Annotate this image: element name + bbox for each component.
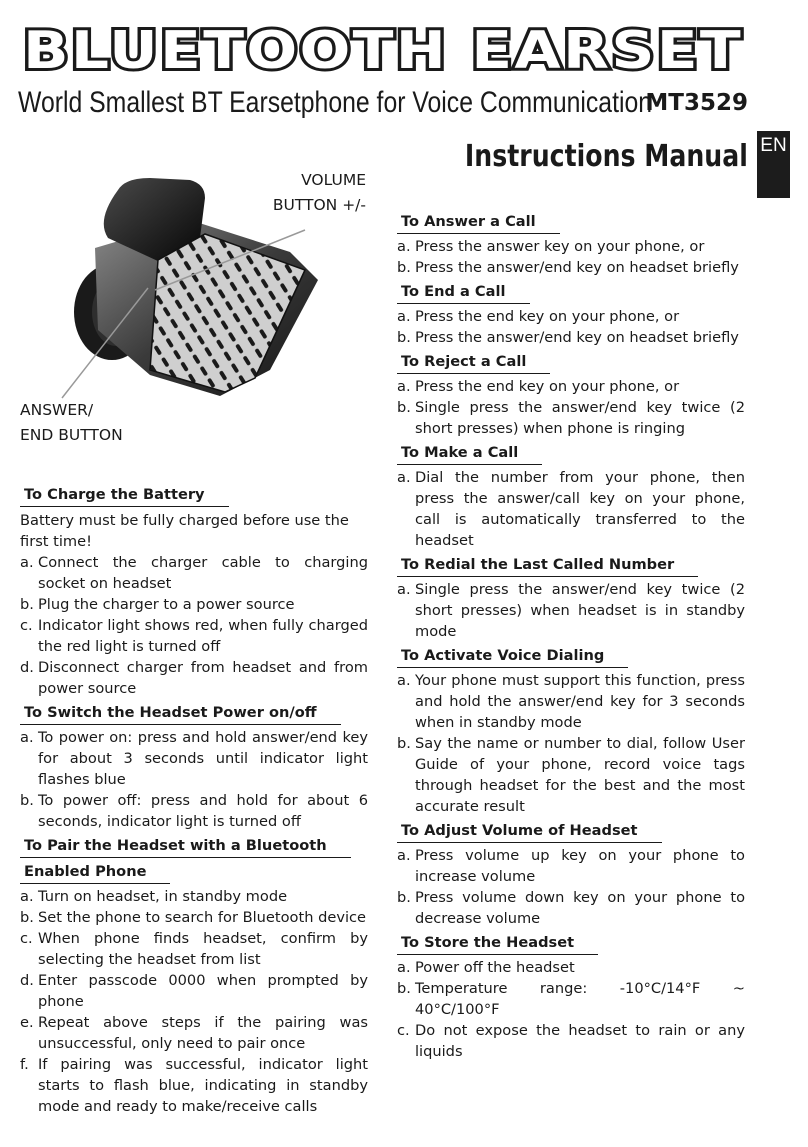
list-item-text: If pairing was successful, indicator light starts to flash blue, indicating in standby mode and ready to make/receive calls — [38, 1056, 368, 1115]
list-item — [397, 257, 745, 278]
section-heading: To Redial the Last Called Number — [397, 554, 698, 577]
list-marker: b. — [397, 399, 411, 416]
list-marker: a. — [20, 888, 34, 905]
section-heading-wrap — [397, 442, 745, 465]
model-number: MT3529 — [645, 90, 748, 116]
list-item — [397, 670, 745, 733]
section-heading-wrap — [397, 820, 745, 843]
list-marker: a. — [397, 469, 411, 486]
list-item-text: To power off: press and hold for about 6 seconds, indicator light is turned off — [38, 792, 368, 830]
section-heading: To End a Call — [397, 281, 530, 304]
section-heading: To Activate Voice Dialing — [397, 645, 628, 668]
section-heading: To Pair the Headset with a Bluetooth — [20, 835, 351, 858]
list-item — [20, 907, 368, 928]
list-marker: f. — [20, 1056, 29, 1073]
section-heading: To Reject a Call — [397, 351, 550, 374]
list-item — [397, 236, 745, 257]
section-heading-wrap — [20, 484, 368, 507]
instruction-list — [20, 727, 368, 832]
answer-label-line1: ANSWER/ — [20, 401, 94, 419]
list-marker: c. — [20, 617, 33, 634]
instruction-list — [397, 845, 745, 929]
list-marker: b. — [20, 909, 34, 926]
section-heading-wrap — [20, 861, 368, 884]
list-marker: a. — [20, 554, 34, 571]
list-item — [397, 397, 745, 439]
list-marker: d. — [20, 972, 34, 989]
instruction-section — [397, 351, 745, 439]
list-item — [20, 552, 368, 594]
list-item — [397, 978, 745, 1020]
list-marker: a. — [397, 308, 411, 325]
volume-label-line2: BUTTON +/- — [272, 196, 366, 214]
list-marker: a. — [397, 378, 411, 395]
section-heading: To Make a Call — [397, 442, 542, 465]
section-heading: To Store the Headset — [397, 932, 598, 955]
section-heading-wrap — [397, 645, 745, 668]
list-item-text: Press volume up key on your phone to increase volume — [415, 847, 745, 885]
list-item-text: Say the name or number to dial, follow User Guide of your phone, record voice tags through headset for the best and the most accurate result — [415, 735, 745, 815]
section-heading-wrap — [397, 932, 745, 955]
instruction-section — [397, 645, 745, 817]
volume-button-label — [250, 168, 366, 218]
list-item — [397, 1020, 745, 1062]
instruction-section — [397, 932, 745, 1062]
list-item — [20, 594, 368, 615]
instruction-section — [20, 702, 368, 832]
page-subtitle: World Smallest BT Earsetphone for Voice Communication — [18, 86, 653, 119]
language-tab: EN — [757, 131, 790, 198]
list-item — [397, 306, 745, 327]
section-heading-wrap — [20, 835, 368, 858]
list-item-text: Your phone must support this function, press and hold the answer/end key for 3 seconds when in standby mode — [415, 672, 745, 731]
list-item-text: Single press the answer/end key twice (2 short presses) when headset is in standby mode — [415, 581, 745, 640]
list-item — [20, 790, 368, 832]
list-marker: a. — [20, 729, 34, 746]
section-heading: To Answer a Call — [397, 211, 560, 234]
instruction-section — [20, 835, 368, 1117]
list-item-text: Press the answer/end key on headset briefly — [415, 259, 739, 276]
list-item — [397, 376, 745, 397]
instruction-list — [397, 306, 745, 348]
list-item — [20, 1054, 368, 1117]
list-marker: b. — [20, 596, 34, 613]
section-heading-wrap — [397, 554, 745, 577]
list-item-text: Press the end key on your phone, or — [415, 308, 680, 325]
answer-button-label — [20, 398, 123, 448]
instruction-list — [397, 957, 745, 1062]
list-item-text: Turn on headset, in standby mode — [38, 888, 288, 905]
list-item-text: Set the phone to search for Bluetooth device — [38, 909, 367, 926]
section-heading: To Switch the Headset Power on/off — [20, 702, 341, 725]
list-item-text: Press volume down key on your phone to decrease volume — [415, 889, 745, 927]
list-item — [397, 579, 745, 642]
section-heading-wrap — [397, 211, 745, 234]
list-item-text: Connect the charger cable to charging socket on headset — [38, 554, 368, 592]
section-heading: To Charge the Battery — [20, 484, 229, 507]
list-item-text: Single press the answer/end key twice (2 short presses) when phone is ringing — [415, 399, 745, 437]
instruction-list — [20, 552, 368, 699]
list-marker: a. — [397, 847, 411, 864]
section-intro: Battery must be fully charged before use the first time! — [20, 512, 349, 550]
banner-title — [20, 22, 746, 76]
section-heading-continued: Enabled Phone — [20, 861, 170, 884]
list-marker: a. — [397, 581, 411, 598]
list-marker: a. — [397, 238, 411, 255]
right-column — [397, 208, 745, 1062]
list-item-text: Repeat above steps if the pairing was unsuccessful, only need to pair once — [38, 1014, 368, 1052]
list-item-text: Dial the number from your phone, then press the answer/call key on your phone, call is automatically transferred to the headset — [415, 469, 745, 549]
instruction-list — [397, 467, 745, 551]
section-heading: To Adjust Volume of Headset — [397, 820, 662, 843]
section-heading-wrap — [397, 351, 745, 374]
volume-label-line1: VOLUME — [301, 171, 366, 189]
instruction-section — [397, 554, 745, 642]
list-item — [20, 727, 368, 790]
instruction-list — [397, 376, 745, 439]
list-item — [397, 957, 745, 978]
list-item-text: Indicator light shows red, when fully charged the red light is turned off — [38, 617, 368, 655]
section-heading-wrap — [397, 281, 745, 304]
list-marker: b. — [397, 980, 411, 997]
list-item-text: Press the answer/end key on headset briefly — [415, 329, 739, 346]
list-item — [20, 657, 368, 699]
list-item-text: Temperature range: -10°C/14°F ~ 40°C/100°F — [415, 980, 745, 1018]
list-marker: a. — [397, 672, 411, 689]
list-item-text: To power on: press and hold answer/end key for about 3 seconds until indicator light flashes blue — [38, 729, 368, 788]
list-marker: a. — [397, 959, 411, 976]
instruction-section — [397, 820, 745, 929]
list-item — [397, 467, 745, 551]
list-item-text: Enter passcode 0000 when prompted by phone — [38, 972, 368, 1010]
list-item — [397, 327, 745, 348]
left-column — [20, 481, 368, 1117]
list-item-text: Press the answer key on your phone, or — [415, 238, 705, 255]
list-item — [20, 928, 368, 970]
list-item — [397, 845, 745, 887]
list-item-text: Plug the charger to a power source — [38, 596, 295, 613]
list-marker: b. — [397, 735, 411, 752]
list-item — [397, 887, 745, 929]
list-marker: d. — [20, 659, 34, 676]
list-marker: e. — [20, 1014, 34, 1031]
instruction-section — [397, 442, 745, 551]
list-marker: b. — [397, 259, 411, 276]
list-marker: c. — [397, 1022, 410, 1039]
list-marker: c. — [20, 930, 33, 947]
instruction-list — [397, 579, 745, 642]
list-item — [397, 733, 745, 817]
instruction-section — [397, 281, 745, 348]
list-item-text: When phone finds headset, confirm by selecting the headset from list — [38, 930, 368, 968]
list-item-text: Do not expose the headset to rain or any liquids — [415, 1022, 745, 1060]
list-item — [20, 970, 368, 1012]
instruction-list — [20, 886, 368, 1117]
list-marker: b. — [397, 329, 411, 346]
list-marker: b. — [397, 889, 411, 906]
list-item-text: Power off the headset — [415, 959, 575, 976]
answer-label-line2: END BUTTON — [20, 426, 123, 444]
manual-title: Instructions Manual — [465, 139, 748, 174]
list-item-text: Disconnect charger from headset and from power source — [38, 659, 368, 697]
instruction-list — [397, 236, 745, 278]
list-item — [20, 1012, 368, 1054]
section-heading-wrap — [20, 702, 368, 725]
instruction-section — [20, 484, 368, 699]
list-marker: b. — [20, 792, 34, 809]
list-item-text: Press the end key on your phone, or — [415, 378, 680, 395]
list-item — [20, 886, 368, 907]
instruction-list — [397, 670, 745, 817]
banner-title-text: BLUETOOTH EARSET — [23, 22, 743, 76]
instruction-section — [397, 211, 745, 278]
list-item — [20, 615, 368, 657]
